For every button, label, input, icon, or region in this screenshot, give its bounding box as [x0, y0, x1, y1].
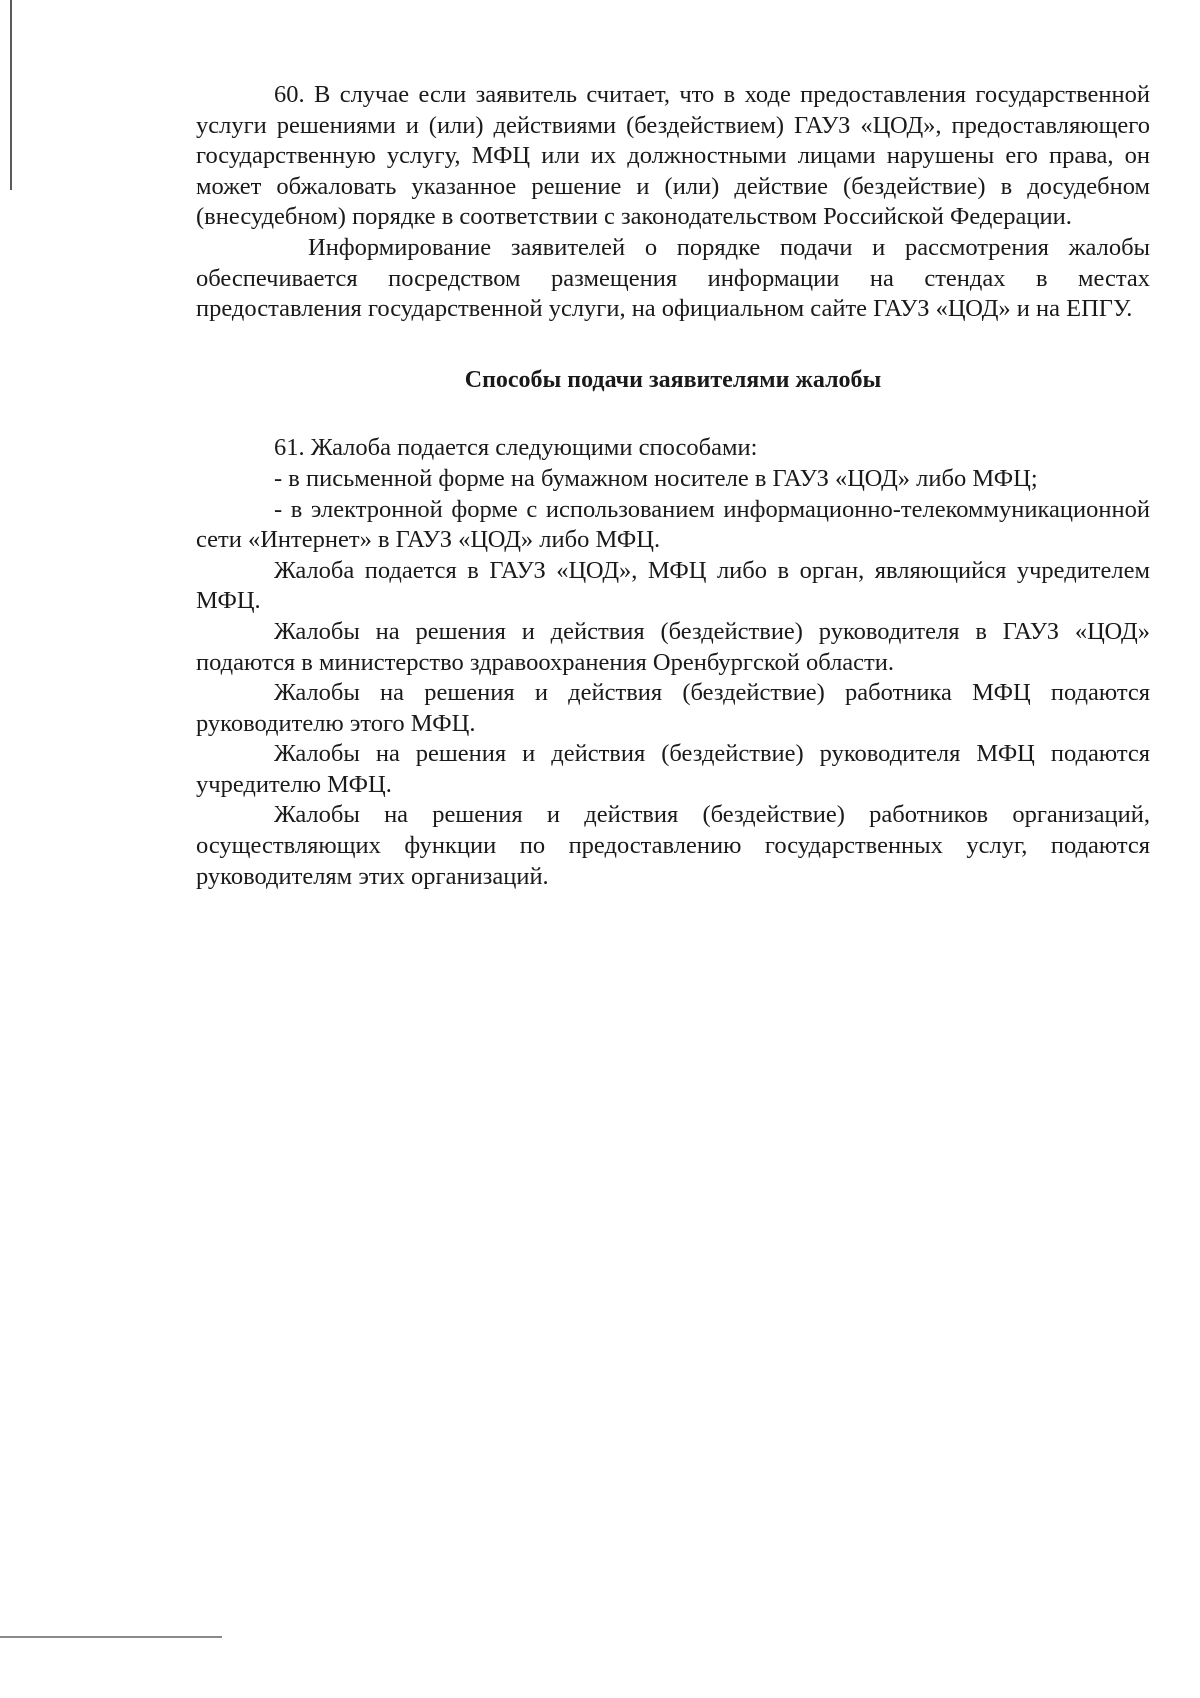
paragraph-61-organizations: Жалобы на решения и действия (бездействие) работников организаций, осуществляющих функции по предоставлению государственных услуг, подаются руководителям этих организаций.: [196, 801, 1150, 890]
scan-edge-bottom: [0, 1636, 222, 1638]
paragraph-60: 60. В случае если заявитель считает, что в ходе предоставления государственной услуги решениями и (или) действиями (бездействием) ГАУЗ «ЦОД», предоставляющего государственную услугу, МФЦ или их должностными лицами нарушены его права, он может обжаловать указанное решение и (или) действие (бездействие) в досудебном (внесудебном) порядке в соответствии с законодательством Российской Федерации.: [196, 81, 1150, 231]
paragraph-61-mfc-worker: Жалобы на решения и действия (бездействие) работника МФЦ подаются руководителю этого МФЦ.: [196, 679, 1150, 737]
paragraph-61-mfc-head: Жалобы на решения и действия (бездействие) руководителя МФЦ подаются учредителю МФЦ.: [196, 740, 1150, 798]
list-item-paper: - в письменной форме на бумажном носителе в ГАУЗ «ЦОД» либо МФЦ;: [274, 464, 1038, 492]
paragraph-60-informing: Информирование заявителей о порядке подачи и рассмотрения жалобы обеспечивается посредством размещения информации на стендах в местах предоставления государственной услуги, на официальном сайте ГАУЗ «ЦОД» и на ЕПГУ.: [196, 233, 1150, 323]
document-page: [196, 80, 1150, 892]
section-heading: Способы подачи заявителями жалобы: [464, 366, 882, 393]
scan-edge-left: [10, 0, 12, 190]
paragraph-61-intro: 61. Жалоба подается следующими способами:: [274, 434, 758, 462]
paragraph-61-where: Жалоба подается в ГАУЗ «ЦОД», МФЦ либо в орган, являющийся учредителем МФЦ.: [196, 556, 1150, 615]
paragraph-61-head-complaints: Жалобы на решения и действия (бездействие) руководителя в ГАУЗ «ЦОД» подаются в министерство здравоохранения Оренбургской области.: [196, 617, 1150, 676]
list-item-electronic: - в электронной форме с использованием информационно-телекоммуникационной сети «Интернет» в ГАУЗ «ЦОД» либо МФЦ.: [196, 495, 1150, 554]
